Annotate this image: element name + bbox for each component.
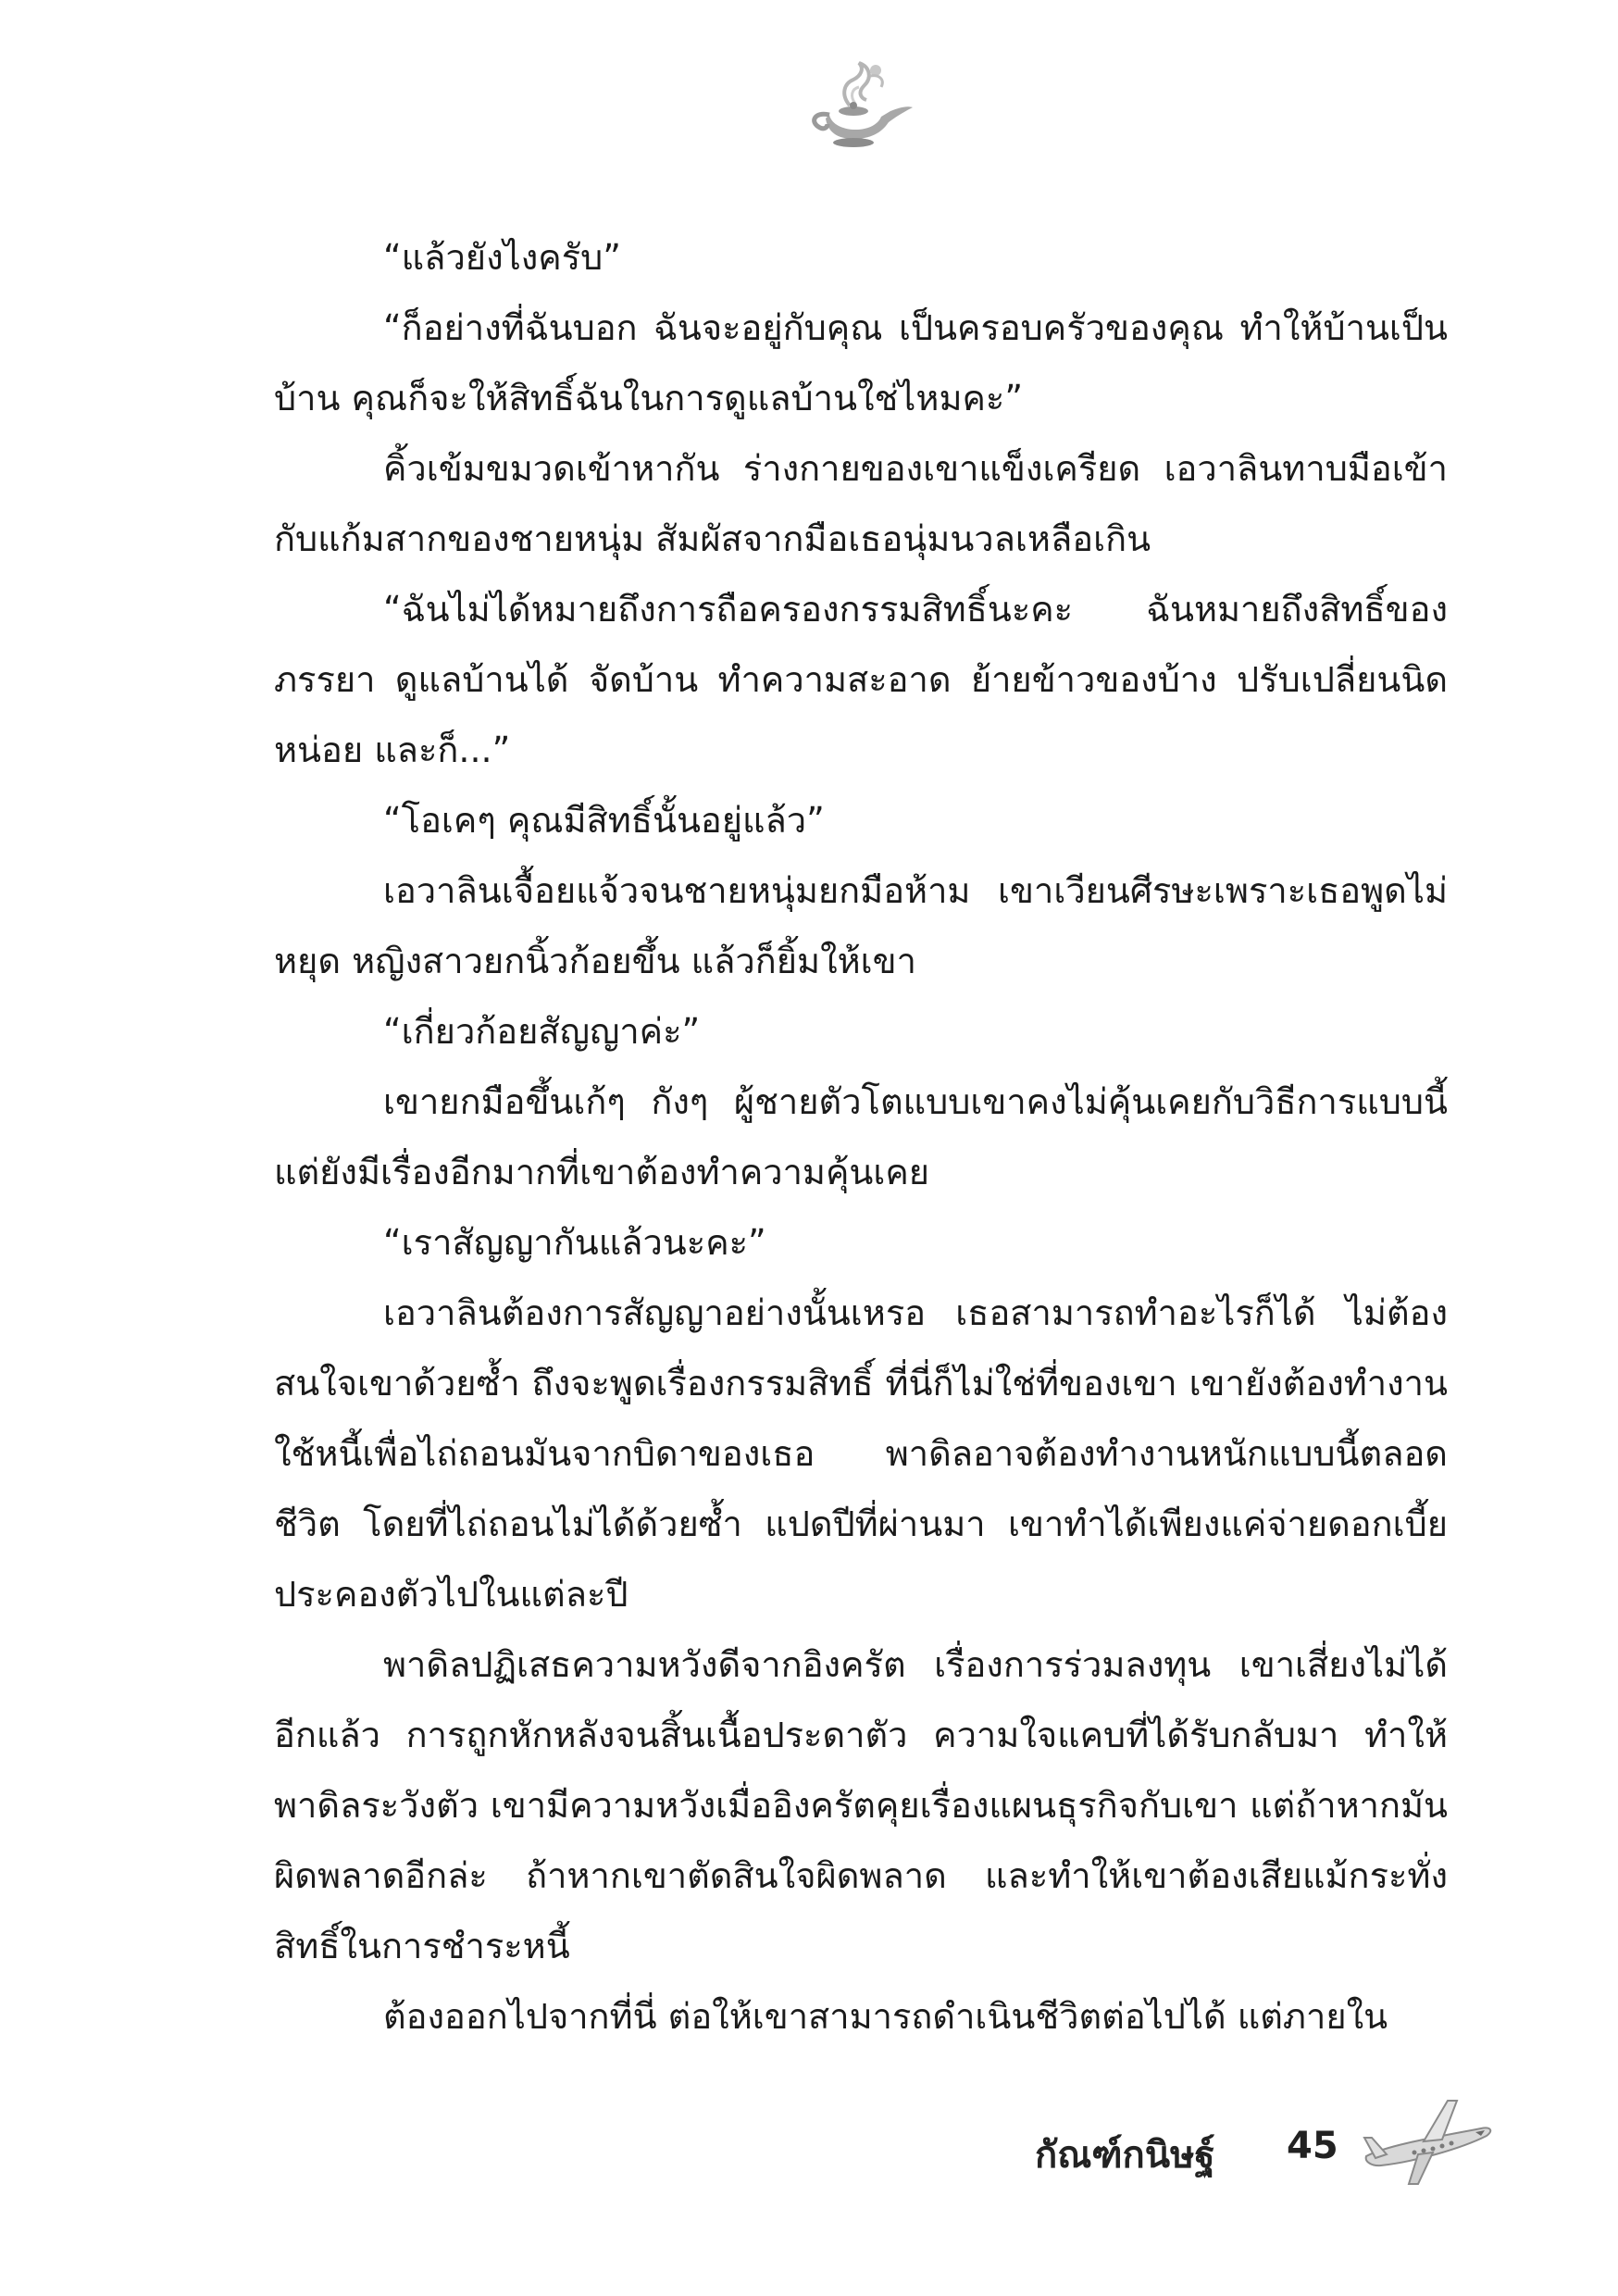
paragraph: เขายกมือขึ้นเก้ๆ กังๆ ผู้ชายตัวโตแบบเขาคงไม่คุ้นเคยกับวิธีการแบบนี้ แต่ยังมีเรื่องอีกมากที่เขาต้องทำความคุ้นเคย bbox=[274, 1081, 1448, 1192]
paragraph: คิ้วเข้มขมวดเข้าหากัน ร่างกายของเขาแข็งเครียด เอวาลินทาบมือเข้ากับแก้มสากของชายหนุ่ม สัมผัสจากมือเธอนุ่มนวลเหลือเกิน bbox=[274, 448, 1448, 559]
airplane-icon bbox=[1359, 2088, 1498, 2190]
paragraph: เอวาลินเจื้อยแจ้วจนชายหนุ่มยกมือห้าม เขาเวียนศีรษะเพราะเธอพูดไม่หยุด หญิงสาวยกนิ้วก้อยขึ้น แล้วก็ยิ้มให้เขา bbox=[274, 870, 1448, 981]
paragraph: “ฉันไม่ได้หมายถึงการถือครองกรรมสิทธิ์นะคะ ฉันหมายถึงสิทธิ์ของภรรยา ดูแลบ้านได้ จัดบ้าน ทำความสะอาด ย้ายข้าวของบ้าง ปรับเปลี่ยนนิดหน่อย และก็...” bbox=[274, 589, 1448, 770]
book-title: กัณฑ์กนิษฐ์ bbox=[1035, 2134, 1215, 2177]
page-footer bbox=[1018, 2088, 1500, 2199]
paragraph: ต้องออกไปจากที่นี่ ต่อให้เขาสามารถดำเนินชีวิตต่อไปได้ แต่ภายใน bbox=[383, 1996, 1388, 2037]
paragraph: “เกี่ยวก้อยสัญญาค่ะ” bbox=[383, 1011, 701, 1052]
paragraph: เอวาลินต้องการสัญญาอย่างนั้นเหรอ เธอสามารถทำอะไรก็ได้ ไม่ต้องสนใจเขาด้วยซ้ำ ถึงจะพูดเรื่องกรรมสิทธิ์ ที่นี่ก็ไม่ใช่ที่ของเขา เขายังต้องทำงานใช้หนี้เพื่อไถ่ถอนมันจากบิดาของเธอ พาดิลอาจต้องทำงานหนักแบบนี้ตลอดชีวิต โดยที่ไถ่ถอนไม่ได้ด้วยซ้ำ แปดปีที่ผ่านมา เขาทำได้เพียงแค่จ่ายดอกเบี้ย ประคองตัวไปในแต่ละปี bbox=[274, 1292, 1448, 1615]
paragraph: “แล้วยังไงครับ” bbox=[383, 237, 621, 278]
body-text bbox=[274, 222, 1448, 2052]
paragraph: “ก็อย่างที่ฉันบอก ฉันจะอยู่กับคุณ เป็นครอบครัวของคุณ ทำให้บ้านเป็นบ้าน คุณก็จะให้สิทธิ์ฉันในการดูแลบ้านใช่ไหมคะ” bbox=[274, 307, 1448, 418]
page-number: 45 bbox=[1287, 2125, 1338, 2167]
paragraph: “โอเคๆ คุณมีสิทธิ์นั้นอยู่แล้ว” bbox=[383, 800, 825, 841]
genie-lamp-icon bbox=[796, 57, 916, 150]
paragraph: พาดิลปฏิเสธความหวังดีจากอิงครัต เรื่องการร่วมลงทุน เขาเสี่ยงไม่ได้อีกแล้ว การถูกหักหลังจนสิ้นเนื้อประดาตัว ความใจแคบที่ได้รับกลับมา ทำให้พาดิลระวังตัว เขามีความหวังเมื่ออิงครัตคุยเรื่องแผนธุรกิจกับเขา แต่ถ้าหากมันผิดพลาดอีกล่ะ ถ้าหากเขาตัดสินใจผิดพลาด และทำให้เขาต้องเสียแม้กระทั่งสิทธิ์ในการชำระหนี้ bbox=[274, 1644, 1448, 1966]
paragraph: “เราสัญญากันแล้วนะคะ” bbox=[383, 1222, 766, 1263]
